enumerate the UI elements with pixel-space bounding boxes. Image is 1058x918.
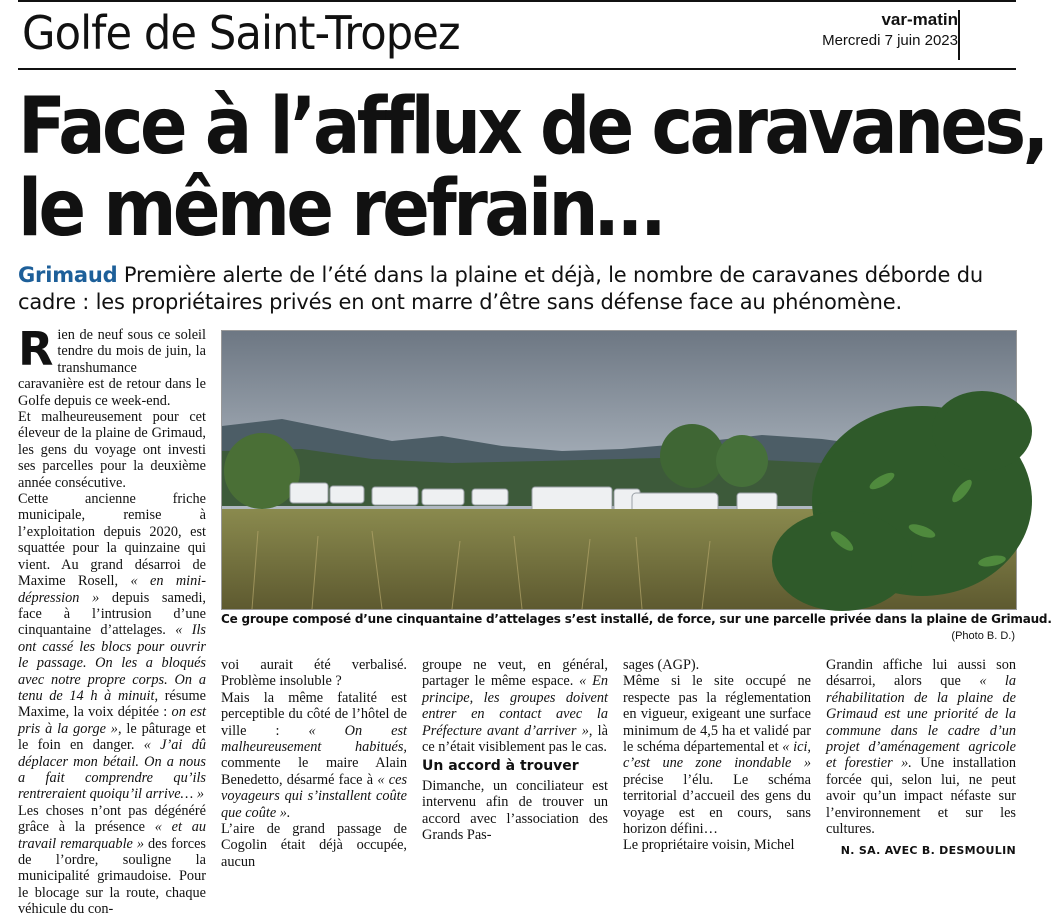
- header-rule: [18, 68, 1016, 70]
- dateline-place: Grimaud: [18, 263, 118, 287]
- section-title: Golfe de Saint-Tropez: [22, 6, 460, 60]
- byline: N. SA. AVEC B. DESMOULIN: [840, 844, 1016, 858]
- paragraph: sages (AGP).: [623, 657, 700, 673]
- masthead-divider: [958, 10, 960, 60]
- article-deck: [18, 262, 1018, 316]
- article-photo: [221, 330, 1017, 610]
- paragraph: Le propriétaire voisin, Michel: [623, 837, 795, 854]
- article-column-5: [826, 657, 1016, 858]
- deck-text: Première alerte de l’été dans la plaine et déjà, le nombre de caravanes déborde du cadre : les propriétaires privés en ont marre d’être sans défense face au phénomène.: [18, 263, 983, 314]
- headline-line-1: Face à l’afflux de caravanes,: [18, 82, 1046, 172]
- paragraph: groupe ne veut, en général, partager le même espace. « En principe, les groupes doivent entrer en contact avec la Préfecture avant d’arriver », là ce n’était visiblement pas le cas.: [422, 657, 608, 756]
- paragraph: Cette ancienne friche municipale, remise à l’exploitation depuis 2020, est squattée pour la quinzaine qui vient. Au grand désarroi de Maxime Rosell, « en mini-dépression » depuis samedi, face à l’intrusion d’une cinquantaine d’attelages. « Ils ont cassé les blocs pour ouvrir le passage. On les a bloqués avec notre propre corps. On a tenu de 14 h à minuit, résume Maxime, la voix dépitée : on est pris à la gorge », le pâturage et le foin en danger. « J’ai dû déplacer mon bétail. On a nous a fait comprendre qu’ils rentreraient quoiqu’il arrive… »: [18, 491, 207, 803]
- paragraph: Rien de neuf sous ce soleil tendre du mois de juin, la transhumance caravanière est de retour dans le Golfe depuis ce week-end.: [18, 322, 206, 409]
- article-column-4: [623, 657, 811, 854]
- paragraph: Les choses n’ont pas dégénéré grâce à la présence « et au travail remarquable » des forces de l’ordre, souligne la municipalité grimaudoise. Pour le blocage sur la route, chaque véhicule du con-: [18, 802, 206, 918]
- paragraph: Et malheureusement pour cet éleveur de la plaine de Grimaud, les gens du voyage ont investi ses parcelles pour la deuxième année consécutive.: [18, 409, 206, 491]
- paragraph: Même si le site occupé ne respecte pas la réglementation en vigueur, exigeant une surface minimum de 4,5 ha et validé par le schéma départemental et « ici, c’est une zone inondable » précise l’élu. Le schéma territorial d’accueil des gens du voyage est en cours, sans horizon défini…: [623, 673, 811, 838]
- article-column-1: [18, 322, 207, 918]
- headline: [18, 82, 1046, 254]
- masthead: [822, 10, 958, 49]
- subheading: Un accord à trouver: [422, 758, 579, 775]
- photo-credit: (Photo B. D.): [951, 630, 1015, 642]
- headline-line-2: le même refrain…: [18, 164, 662, 254]
- paragraph: Dimanche, un conciliateur est intervenu afin de trouver un accord avec l’association des Grands Pas-: [422, 777, 608, 844]
- paragraph: Grandin affiche lui aussi son désarroi, alors que « la réhabilitation de la plaine de Grimaud est une priorité de la commune dans le cadre d’un projet d’aménagement agricole et forestier ». Une installation forcée qui, selon lui, ne peut avoir qu’un impact néfaste sur l’environnement et sur les cultures.: [826, 657, 1016, 838]
- photo-caption: Ce groupe composé d’une cinquantaine d’attelages s’est installé, de force, sur une parcelle privée dans la plaine de Grimaud.: [221, 612, 1052, 626]
- article-column-2: [221, 657, 408, 870]
- drop-cap: R: [18, 322, 54, 376]
- paragraph: L’aire de grand passage de Cogolin était déjà occupée, aucun: [221, 821, 407, 870]
- top-rule: [18, 0, 1016, 2]
- paragraph: voi aurait été verbalisé. Problème insoluble ?: [221, 657, 407, 690]
- article-column-3: [422, 657, 608, 844]
- caravan-field-photo: [222, 331, 1016, 609]
- brand-name: var-matin: [881, 10, 958, 29]
- paragraph: Mais la même fatalité est perceptible du côté de l’hôtel de ville : « On est malheureusement habitués, commente le maire Alain Benedetto, désarmé face à « ces voyageurs qui s’installent coûte que coûte ».: [221, 689, 408, 821]
- issue-date: Mercredi 7 juin 2023: [822, 32, 958, 49]
